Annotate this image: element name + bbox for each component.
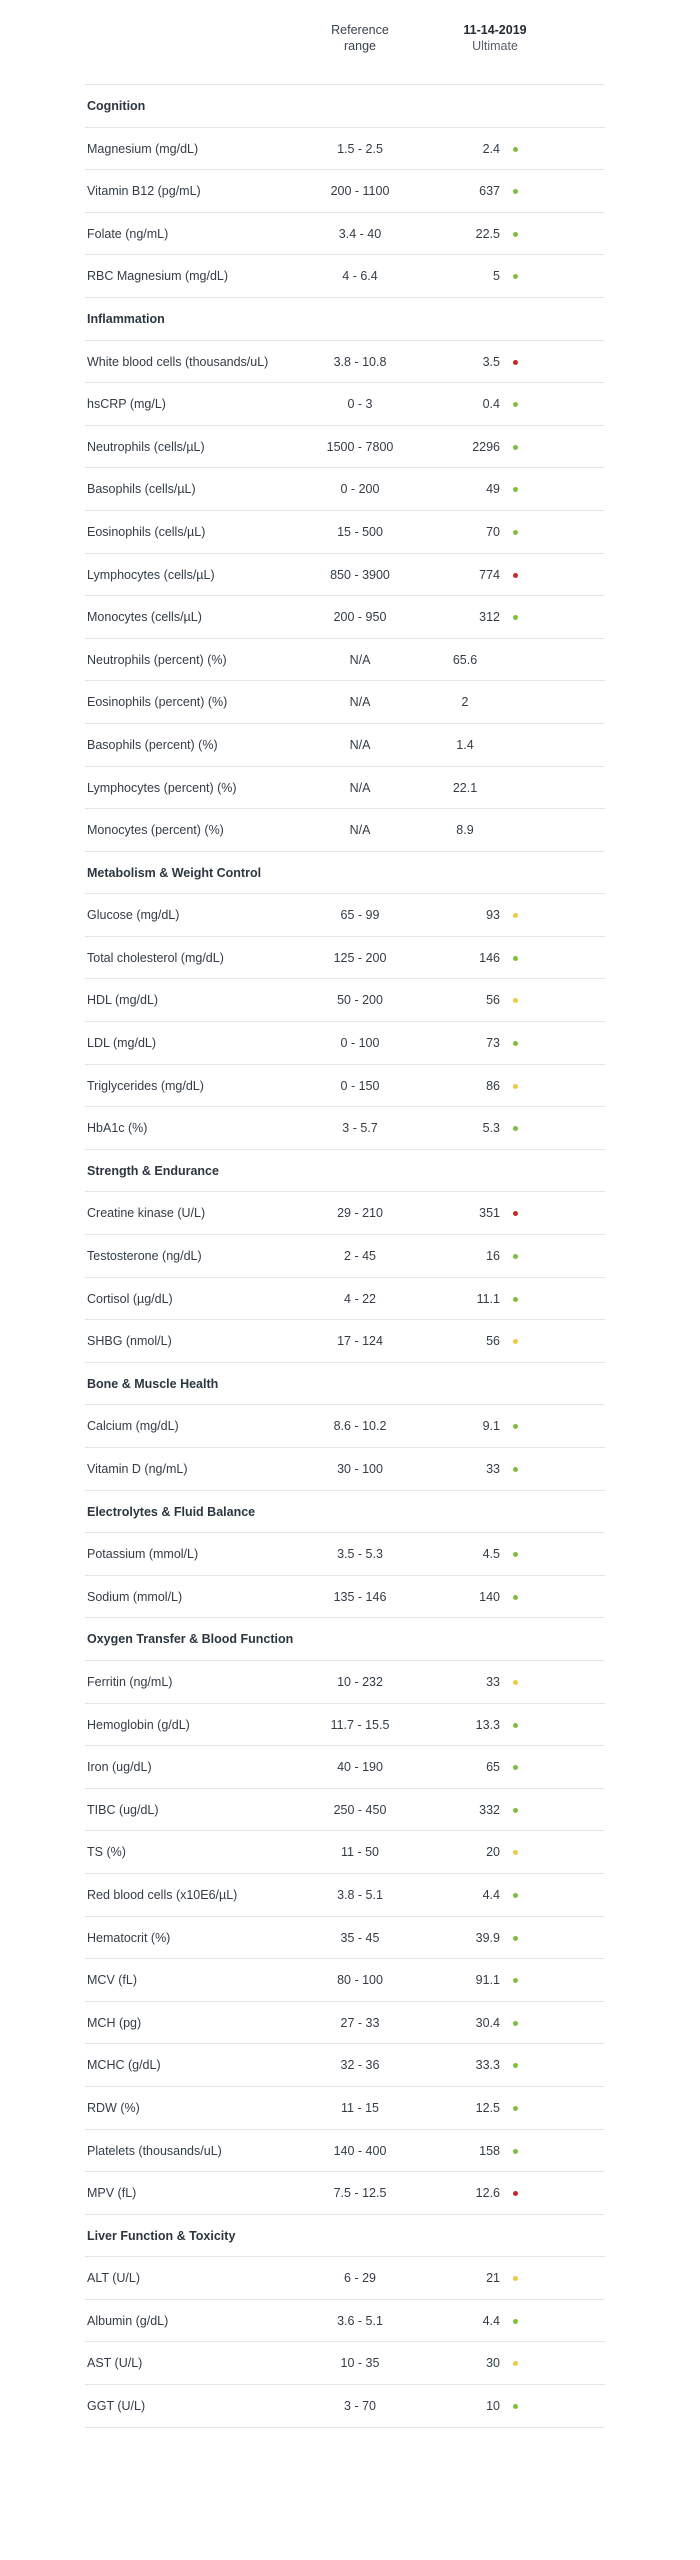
reference-range: 0 - 3	[347, 397, 373, 412]
biomarker-name: Cortisol (µg/dL)	[87, 1291, 173, 1306]
table-row	[85, 382, 605, 425]
section-title: Electrolytes & Fluid Balance	[87, 1504, 256, 1519]
reference-range: 27 - 33	[340, 2015, 380, 2030]
table-row	[85, 1021, 605, 1064]
table-row	[85, 254, 605, 297]
result-value: 2296	[472, 439, 500, 454]
section-header	[85, 2214, 605, 2257]
result-value: 20	[486, 1845, 500, 1860]
status-dot-icon	[513, 1467, 518, 1472]
reference-range: 250 - 450	[333, 1802, 387, 1817]
biomarker-name: Vitamin D (ng/mL)	[87, 1462, 188, 1476]
table-row	[85, 2001, 605, 2044]
reference-range: 135 - 146	[333, 1589, 387, 1604]
result-value: 73	[486, 1036, 500, 1051]
biomarker-name: Albumin (g/dL)	[87, 2313, 169, 2328]
result-value: 5.3	[482, 1121, 500, 1136]
status-dot-icon	[513, 2106, 518, 2111]
result-value: 0.4	[482, 397, 500, 412]
reference-range: N/A	[349, 695, 371, 710]
test-date: 11-14-2019	[463, 23, 527, 37]
section-header	[85, 1617, 605, 1660]
biomarker-name: Ferritin (ng/mL)	[87, 1674, 173, 1689]
biomarker-name: hsCRP (mg/L)	[87, 397, 166, 412]
section-title: Strength & Endurance	[87, 1163, 219, 1178]
table-row	[85, 680, 605, 723]
result-value: 2.4	[482, 141, 500, 156]
status-dot-icon	[513, 1723, 518, 1728]
status-dot-icon	[513, 913, 518, 918]
biomarker-name: Neutrophils (percent) (%)	[87, 652, 227, 667]
status-dot-icon	[513, 1850, 518, 1855]
reference-range: N/A	[349, 823, 371, 838]
status-dot-icon	[513, 1211, 518, 1216]
biomarker-name: SHBG (nmol/L)	[87, 1334, 172, 1349]
reference-range: 65 - 99	[340, 908, 380, 923]
table-row	[85, 1532, 605, 1575]
status-dot-icon	[513, 1297, 518, 1302]
table-row	[85, 127, 605, 170]
result-value: 637	[479, 184, 500, 199]
reference-range: 1.5 - 2.5	[337, 141, 383, 156]
biomarker-name: MPV (fL)	[87, 2186, 137, 2201]
biomarker-name: Iron (ug/dL)	[87, 1760, 152, 1775]
table-row	[85, 1958, 605, 2001]
reference-range: 850 - 3900	[330, 567, 390, 582]
result-value: 56	[486, 1334, 500, 1349]
status-dot-icon	[513, 2361, 518, 2366]
biomarker-name: Vitamin B12 (pg/mL)	[87, 184, 201, 199]
table-row	[85, 936, 605, 979]
reference-range: N/A	[349, 652, 371, 667]
result-value: 30.4	[475, 2015, 500, 2030]
status-dot-icon	[513, 1680, 518, 1685]
result-value: 146	[479, 950, 500, 965]
biomarker-name: Testosterone (ng/dL)	[87, 1249, 202, 1264]
status-dot-icon	[513, 487, 518, 492]
table-header	[0, 22, 700, 82]
reference-range: 3 - 70	[344, 2399, 376, 2414]
result-value: 13.3	[475, 1717, 500, 1732]
table-row	[85, 1404, 605, 1447]
result-value: 30	[486, 2356, 500, 2371]
result-value: 22.5	[475, 226, 500, 241]
biomarker-name: Glucose (mg/dL)	[87, 908, 180, 923]
section-header	[85, 297, 605, 340]
table-row	[85, 723, 605, 766]
result-value: 49	[486, 482, 500, 497]
table-row	[85, 212, 605, 255]
biomarker-name: HbA1c (%)	[87, 1121, 148, 1136]
reference-range: 80 - 100	[337, 1973, 383, 1988]
biomarker-name: White blood cells (thousands/uL)	[87, 354, 269, 369]
table-row	[85, 1234, 605, 1277]
reference-range: 200 - 950	[333, 610, 387, 625]
test-package: Ultimate	[472, 39, 518, 53]
reference-range: 3.5 - 5.3	[337, 1547, 383, 1562]
reference-range: 15 - 500	[337, 524, 383, 539]
biomarker-name: ALT (U/L)	[87, 2271, 141, 2286]
biomarker-name: RBC Magnesium (mg/dL)	[87, 269, 229, 284]
biomarker-name: RDW (%)	[87, 2100, 140, 2115]
result-value: 1.4	[456, 737, 474, 752]
reference-range: 2 - 45	[344, 1249, 376, 1264]
status-dot-icon	[513, 615, 518, 620]
result-value: 16	[486, 1249, 500, 1264]
status-dot-icon	[513, 1254, 518, 1259]
results-table	[85, 84, 605, 2429]
reference-range-header	[300, 22, 420, 54]
result-value: 158	[479, 2143, 500, 2158]
reference-header-line1: Reference	[331, 23, 389, 37]
result-value: 11.1	[476, 1291, 500, 1306]
status-dot-icon	[513, 445, 518, 450]
result-value: 774	[479, 567, 500, 582]
biomarker-name: Sodium (mmol/L)	[87, 1589, 183, 1604]
status-dot-icon	[513, 360, 518, 365]
result-value: 5	[493, 269, 500, 284]
reference-range: 4 - 22	[344, 1291, 376, 1306]
section-header	[85, 851, 605, 894]
biomarker-name: Creatine kinase (U/L)	[87, 1206, 206, 1221]
biomarker-name: MCHC (g/dL)	[87, 2058, 161, 2073]
table-row	[85, 1106, 605, 1149]
result-value: 351	[479, 1206, 500, 1221]
table-row	[85, 1447, 605, 1490]
biomarker-name: Monocytes (percent) (%)	[87, 823, 224, 838]
section-header	[85, 1362, 605, 1405]
section-title: Liver Function & Toxicity	[87, 2228, 236, 2243]
reference-range: 0 - 200	[340, 482, 380, 497]
reference-range: 3 - 5.7	[342, 1121, 378, 1136]
biomarker-name: Red blood cells (x10E6/µL)	[87, 1887, 238, 1902]
section-title: Cognition	[87, 99, 146, 113]
table-row	[85, 2171, 605, 2214]
reference-header-line2: range	[344, 39, 376, 53]
table-row	[85, 978, 605, 1021]
result-value: 91.1	[475, 1973, 500, 1988]
table-row	[85, 1191, 605, 1234]
table-row	[85, 467, 605, 510]
table-row	[85, 808, 605, 851]
reference-range: N/A	[349, 737, 371, 752]
biomarker-name: Calcium (mg/dL)	[87, 1419, 179, 1434]
table-row	[85, 766, 605, 809]
table-row	[85, 638, 605, 681]
result-value: 12.6	[475, 2186, 500, 2201]
reference-range: 11 - 50	[341, 1845, 379, 1860]
status-dot-icon	[513, 998, 518, 1003]
result-value: 56	[486, 993, 500, 1008]
table-row	[85, 595, 605, 638]
reference-range: 3.4 - 40	[338, 226, 382, 241]
status-dot-icon	[513, 2021, 518, 2026]
reference-range: 10 - 232	[337, 1674, 383, 1689]
biomarker-name: AST (U/L)	[87, 2356, 143, 2371]
biomarker-name: Basophils (cells/µL)	[87, 482, 196, 497]
table-row	[85, 1873, 605, 1916]
table-row	[85, 1788, 605, 1831]
test-date-header	[430, 22, 560, 54]
status-dot-icon	[513, 1424, 518, 1429]
reference-range: 50 - 200	[337, 993, 383, 1008]
table-row	[85, 340, 605, 383]
reference-range: 8.6 - 10.2	[333, 1419, 387, 1434]
reference-range: 30 - 100	[337, 1462, 383, 1476]
status-dot-icon	[513, 189, 518, 194]
status-dot-icon	[513, 402, 518, 407]
section-header	[85, 84, 605, 127]
reference-range: 11.7 - 15.5	[330, 1717, 390, 1732]
biomarker-name: HDL (mg/dL)	[87, 993, 159, 1008]
table-row	[85, 1575, 605, 1618]
result-value: 2	[461, 695, 469, 710]
status-dot-icon	[513, 2063, 518, 2068]
reference-range: 32 - 36	[340, 2058, 380, 2073]
status-dot-icon	[513, 1084, 518, 1089]
section-header	[85, 1149, 605, 1192]
reference-range: 4 - 6.4	[342, 269, 378, 284]
status-dot-icon	[513, 1041, 518, 1046]
result-value: 10	[486, 2399, 500, 2414]
biomarker-name: Magnesium (mg/dL)	[87, 141, 199, 156]
status-dot-icon	[513, 2404, 518, 2409]
status-dot-icon	[513, 956, 518, 961]
result-value: 33.3	[475, 2058, 500, 2073]
table-row	[85, 1319, 605, 1362]
biomarker-name: Monocytes (cells/µL)	[87, 610, 202, 625]
reference-range: 10 - 35	[340, 2356, 380, 2371]
section-title: Metabolism & Weight Control	[87, 865, 262, 880]
status-dot-icon	[513, 1978, 518, 1983]
status-dot-icon	[513, 147, 518, 152]
status-dot-icon	[513, 1339, 518, 1344]
biomarker-name: Lymphocytes (cells/µL)	[87, 567, 215, 582]
table-row	[85, 425, 605, 468]
table-row	[85, 1916, 605, 1959]
table-row	[85, 553, 605, 596]
reference-range: 17 - 124	[337, 1334, 383, 1349]
reference-range: 29 - 210	[337, 1206, 383, 1221]
status-dot-icon	[513, 2149, 518, 2154]
result-value: 33	[486, 1462, 500, 1476]
biomarker-name: Eosinophils (percent) (%)	[87, 695, 228, 710]
status-dot-icon	[513, 2319, 518, 2324]
biomarker-name: GGT (U/L)	[87, 2399, 146, 2414]
reference-range: N/A	[349, 780, 371, 795]
table-row	[85, 1064, 605, 1107]
result-value: 312	[479, 610, 500, 625]
table-row	[85, 1703, 605, 1746]
result-value: 4.5	[482, 1547, 500, 1562]
reference-range: 140 - 400	[333, 2143, 387, 2158]
table-row	[85, 2086, 605, 2129]
reference-range: 6 - 29	[344, 2271, 376, 2286]
table-row	[85, 2256, 605, 2299]
status-dot-icon	[513, 1595, 518, 1600]
biomarker-name: Total cholesterol (mg/dL)	[87, 950, 224, 965]
section-title: Bone & Muscle Health	[87, 1376, 219, 1391]
result-value: 93	[486, 908, 500, 923]
table-row	[85, 2341, 605, 2384]
reference-range: 7.5 - 12.5	[333, 2186, 387, 2201]
reference-range: 0 - 150	[340, 1078, 380, 1093]
biomarker-name: Neutrophils (cells/µL)	[87, 439, 205, 454]
reference-range: 40 - 190	[337, 1760, 383, 1775]
result-value: 70	[486, 524, 500, 539]
biomarker-name: MCV (fL)	[87, 1973, 137, 1988]
result-value: 8.9	[456, 823, 474, 838]
table-row	[85, 2299, 605, 2342]
section-title: Oxygen Transfer & Blood Function	[87, 1632, 294, 1647]
biomarker-name: LDL (mg/dL)	[87, 1036, 157, 1051]
reference-range: 11 - 15	[341, 2100, 379, 2115]
result-value: 86	[486, 1078, 500, 1093]
status-dot-icon	[513, 232, 518, 237]
table-row	[85, 893, 605, 936]
status-dot-icon	[513, 1126, 518, 1131]
status-dot-icon	[513, 1808, 518, 1813]
status-dot-icon	[513, 2191, 518, 2196]
status-dot-icon	[513, 573, 518, 578]
result-value: 22.1	[452, 780, 478, 795]
result-value: 9.1	[482, 1419, 500, 1434]
status-dot-icon	[513, 1936, 518, 1941]
biomarker-name: Basophils (percent) (%)	[87, 737, 218, 752]
biomarker-name: Eosinophils (cells/µL)	[87, 524, 206, 539]
reference-range: 35 - 45	[340, 1930, 380, 1945]
result-value: 140	[479, 1589, 500, 1604]
biomarker-name: TS (%)	[87, 1845, 126, 1860]
table-row	[85, 510, 605, 553]
result-value: 33	[486, 1674, 500, 1689]
biomarker-name: Folate (ng/mL)	[87, 226, 169, 241]
result-value: 21	[486, 2271, 500, 2286]
table-row	[85, 2043, 605, 2086]
section-header	[85, 1490, 605, 1533]
result-value: 65.6	[452, 652, 478, 667]
status-dot-icon	[513, 1552, 518, 1557]
table-row	[85, 1660, 605, 1703]
status-dot-icon	[513, 1893, 518, 1898]
result-value: 332	[479, 1802, 500, 1817]
result-value: 4.4	[482, 2313, 500, 2328]
biomarker-name: TIBC (ug/dL)	[87, 1802, 159, 1817]
biomarker-name: Hematocrit (%)	[87, 1930, 171, 1945]
reference-range: 3.6 - 5.1	[337, 2313, 383, 2328]
result-value: 3.5	[482, 354, 500, 369]
table-row	[85, 1277, 605, 1320]
status-dot-icon	[513, 1765, 518, 1770]
table-row	[85, 169, 605, 212]
status-dot-icon	[513, 274, 518, 279]
status-dot-icon	[513, 530, 518, 535]
reference-range: 1500 - 7800	[326, 439, 394, 454]
result-value: 65	[486, 1760, 500, 1775]
reference-range: 3.8 - 5.1	[337, 1887, 383, 1902]
table-row	[85, 2384, 605, 2427]
result-value: 12.5	[475, 2100, 500, 2115]
biomarker-name: MCH (pg)	[87, 2015, 142, 2030]
reference-range: 3.8 - 10.8	[333, 354, 387, 369]
reference-range: 125 - 200	[333, 950, 387, 965]
reference-range: 0 - 100	[340, 1036, 380, 1051]
table-row	[85, 2129, 605, 2172]
result-value: 4.4	[482, 1887, 500, 1902]
result-value: 39.9	[475, 1930, 500, 1945]
biomarker-name: Platelets (thousands/uL)	[87, 2143, 222, 2158]
table-row	[85, 1830, 605, 1873]
reference-range: 200 - 1100	[330, 184, 390, 199]
section-title: Inflammation	[87, 311, 165, 326]
biomarker-name: Lymphocytes (percent) (%)	[87, 780, 237, 795]
biomarker-name: Hemoglobin (g/dL)	[87, 1717, 190, 1732]
status-dot-icon	[513, 2276, 518, 2281]
biomarker-name: Triglycerides (mg/dL)	[87, 1078, 204, 1093]
table-row	[85, 1745, 605, 1788]
biomarker-name: Potassium (mmol/L)	[87, 1547, 199, 1562]
